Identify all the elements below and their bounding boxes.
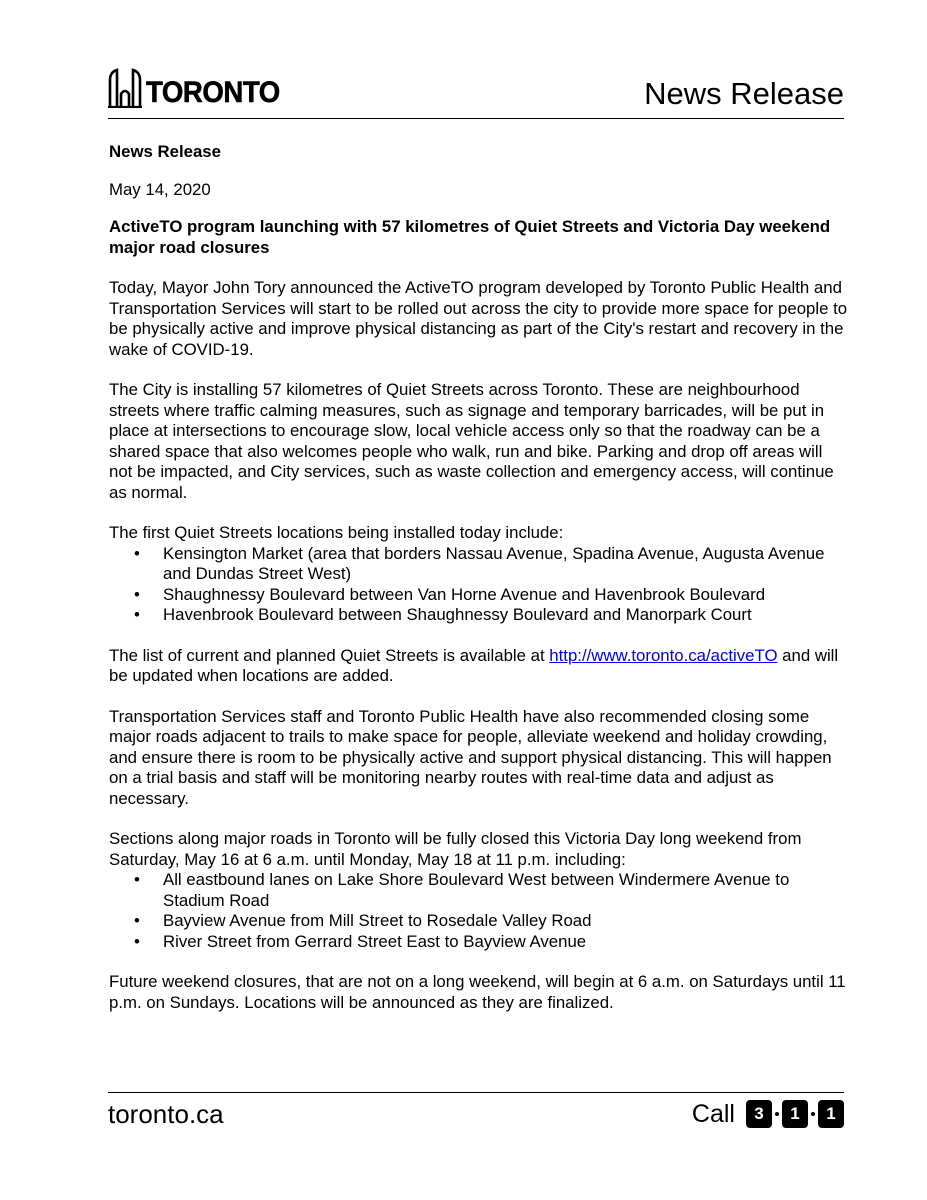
list-item: • Bayview Avenue from Mill Street to Rosedale Valley Road [134,911,592,930]
bullet-icon: • [134,911,140,930]
call-311-badge [692,1097,844,1131]
bullet-icon: • [134,870,140,889]
call-digit: 1 [818,1100,844,1128]
header-divider [108,118,844,119]
list-item: • Kensington Market (area that borders Nassau Avenue, Spadina Avenue, Augusta Avenue and Dundas Street West) [134,543,825,583]
dot-separator [775,1112,779,1116]
page-header [108,62,844,122]
release-body [109,142,849,1033]
toronto-logo [108,64,291,108]
bullet-icon: • [134,605,140,624]
activeto-link[interactable]: http://www.toronto.ca/activeTO [549,645,778,665]
footer-site: toronto.ca [108,1099,224,1129]
footer-divider [108,1092,844,1093]
call-digit: 1 [782,1100,808,1128]
release-kicker: News Release [109,142,221,161]
road-closures-paragraph: Transportation Services staff and Toronto Public Health have also recommended closing some major roads adjacent to trails to make space for people, alleviate weekend and holiday crowding, and ensure there is room to be physically active and support physical distancing. This will happen on a trial basis and staff will be monitoring nearby routes with real-time data and adjust as necessary. [109,706,832,808]
closures-list-intro: Sections along major roads in Toronto will be fully closed this Victoria Day long weekend from Saturday, May 16 at 6 a.m. until Monday, May 18 at 11 p.m. including: [109,829,802,869]
list-availability-paragraph: The list of current and planned Quiet Streets is available at http://www.toronto.ca/activeTO and will be updated when locations are added. [109,645,839,685]
header-title: News Release [644,76,844,111]
quiet-streets-list-intro: The first Quiet Streets locations being installed today include: [109,523,564,542]
intro-paragraph: Today, Mayor John Tory announced the ActiveTO program developed by Toronto Public Health and Transportation Services will start to be rolled out across the city to provide more space for people to be physically active and improve physical distancing as part of the City's restart and recovery in the wake of COVID-19. [109,278,848,359]
logo-wordmark: TORONTO [146,76,280,109]
release-date: May 14, 2020 [109,179,211,199]
city-hall-icon [108,68,142,108]
call-digit: 3 [746,1100,772,1128]
bullet-icon: • [134,584,140,604]
closures-list [109,870,849,952]
quiet-streets-list [109,544,849,626]
call-label: Call [691,1100,735,1128]
dot-separator [811,1112,815,1116]
bullet-icon: • [134,931,140,951]
bullet-icon: • [134,543,140,563]
quiet-streets-paragraph: The City is installing 57 kilometres of Quiet Streets across Toronto. These are neighbourhood streets where traffic calming measures, such as signage and temporary barricades, will be put in place at intersections to encourage slow, local vehicle access only so that the roadway can be a shared space that also welcomes people who walk, run and bike. Parking and drop off areas will not be impacted, and City services, such as waste collection and emergency access, will continue as normal. [109,380,834,502]
list-item: • Shaughnessy Boulevard between Van Horne Avenue and Havenbrook Boulevard [134,584,766,604]
list-item: • All eastbound lanes on Lake Shore Boulevard West between Windermere Avenue to Stadium Road [134,870,790,910]
list-item: • Havenbrook Boulevard between Shaughnessy Boulevard and Manorpark Court [134,605,752,624]
list-item: • River Street from Gerrard Street East to Bayview Avenue [134,931,587,951]
future-closures-paragraph: Future weekend closures, that are not on a long weekend, will begin at 6 a.m. on Saturdays until 11 p.m. on Sundays. Locations will be announced as they are finalized. [109,972,846,1012]
release-headline: ActiveTO program launching with 57 kilometres of Quiet Streets and Victoria Day weekend major road closures [109,217,831,257]
